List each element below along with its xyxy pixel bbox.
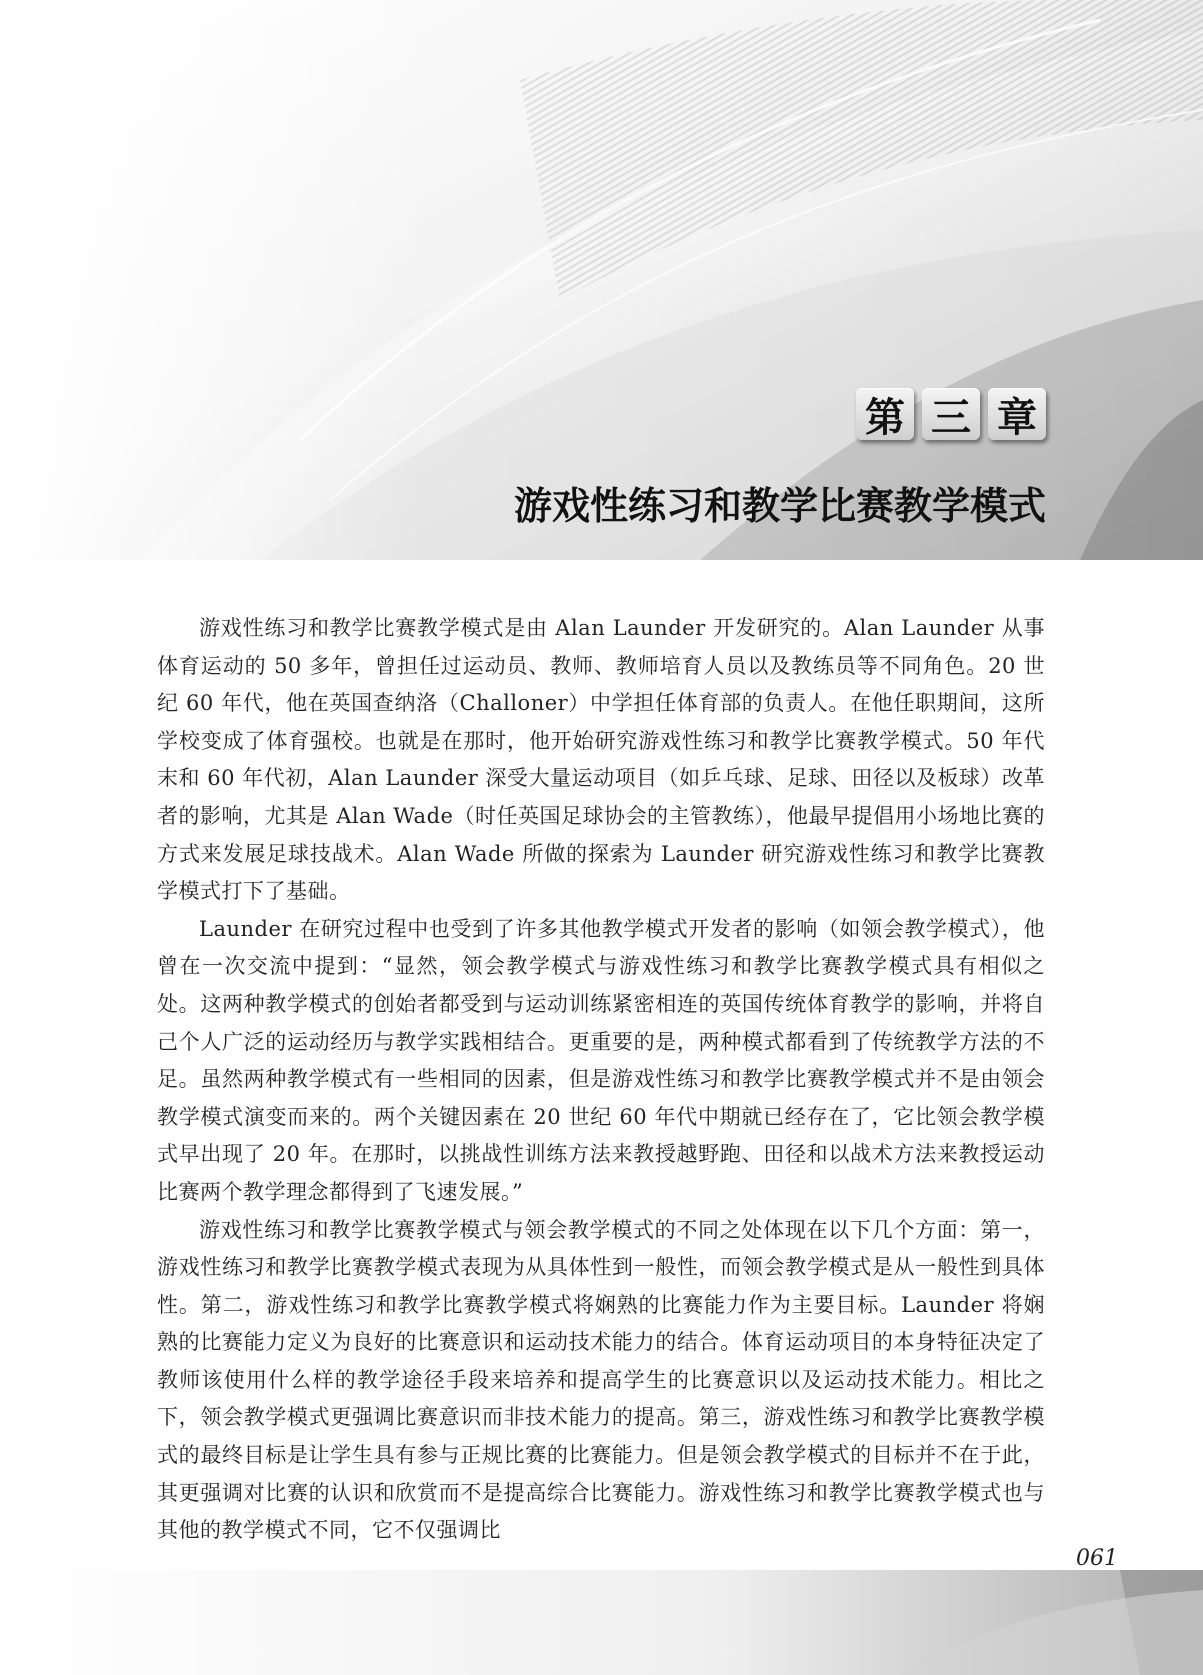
footer-background <box>0 1570 1203 1675</box>
page-number: 061 <box>1076 1546 1118 1571</box>
paragraph: 游戏性练习和教学比赛教学模式与领会教学模式的不同之处体现在以下几个方面：第一，游戏性练习和教学比赛教学模式表现为从具体性到一般性，而领会教学模式是从一般性到具体性。第二，游戏性练习和教学比赛教学模式将娴熟的比赛能力作为主要目标。Launder 将娴熟的比赛能力定义为良好的比赛意识和运动技术能力的结合。体育运动项目的本身特征决定了教师该使用什么样的教学途径手段来培养和提高学生的比赛意识以及运动技术能力。相比之下，领会教学模式更强调比赛意识而非技术能力的提高。第三，游戏性练习和教学比赛教学模式的最终目标是让学生具有参与正规比赛的比赛能力。但是领会教学模式的目标并不在于此，其更强调对比赛的认识和欣赏而不是提高综合比赛能力。游戏性练习和教学比赛教学模式也与其他的教学模式不同，它不仅强调比 <box>157 1217 1045 1543</box>
paragraph: Launder 在研究过程中也受到了许多其他教学模式开发者的影响（如领会教学模式），他曾在一次交流中提到：“显然，领会教学模式与游戏性练习和教学比赛教学模式具有相似之处。这两种教学模式的创始者都受到与运动训练紧密相连的英国传统体育教学的影响，并将自己个人广泛的运动经历与教学实践相结合。更重要的是，两种模式都看到了传统教学方法的不足。虽然两种教学模式有一些相同的因素，但是游戏性练习和教学比赛教学模式并不是由领会教学模式演变而来的。两个关键因素在 20 世纪 60 年代中期就已经存在了，它比领会教学模式早出现了 20 年。在那时，以挑战性训练方法来教授越野跑、田径和以战术方法来教授运动比赛两个教学理念都得到了飞速发展。” <box>157 916 1045 1204</box>
paragraph: 游戏性练习和教学比赛教学模式是由 Alan Launder 开发研究的。Alan Launder 从事体育运动的 50 多年，曾担任过运动员、教师、教师培育人员以及教练员等不同角色。20 世纪 60 年代，他在英国查纳洛（Challoner）中学担任体育部的负责人。在他任职期间，这所学校变成了体育强校。也就是在那时，他开始研究游戏性练习和教学比赛教学模式。50 年代末和 60 年代初，Alan Launder 深受大量运动项目（如乒乓球、足球、田径以及板球）改革者的影响，尤其是 Alan Wade（时任英国足球协会的主管教练），他最早提倡用小场地比赛的方式来发展足球技战术。Alan Wade 所做的探索为 Launder 研究游戏性练习和教学比赛教学模式打下了基础。 <box>157 616 1045 904</box>
chapter-label-char: 第 <box>856 388 914 440</box>
chapter-label-char: 三 <box>922 388 980 440</box>
chapter-title: 游戏性练习和教学比赛教学模式 <box>513 484 1046 528</box>
chapter-label-char: 章 <box>988 388 1046 440</box>
body-text <box>157 610 1045 1550</box>
chapter-label <box>856 388 1046 440</box>
